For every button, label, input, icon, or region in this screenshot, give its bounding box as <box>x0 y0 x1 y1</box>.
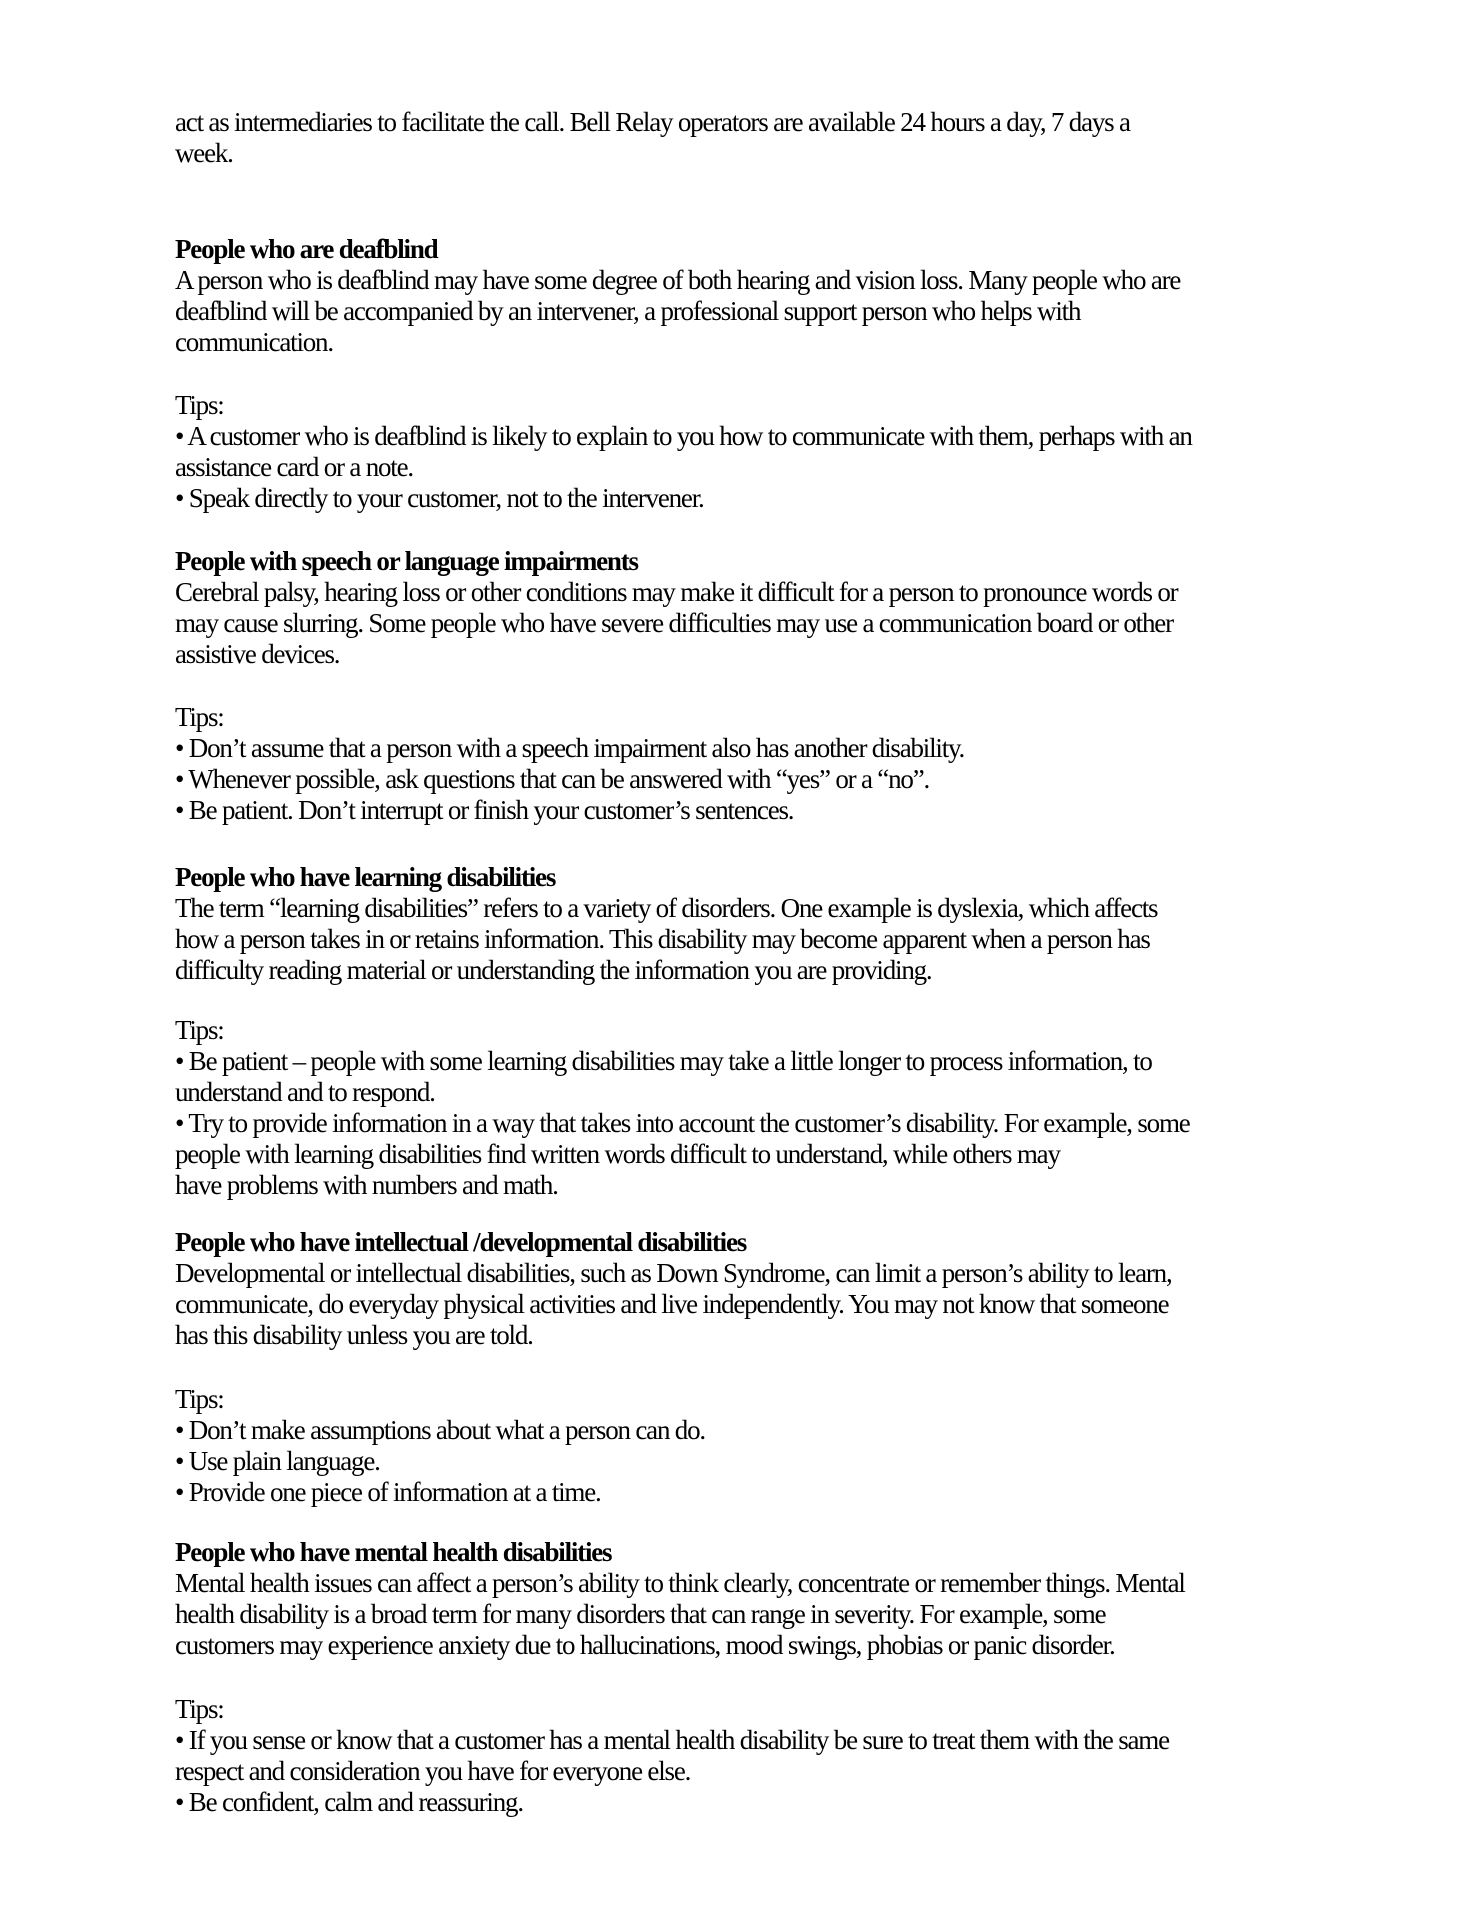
paragraph-line: may cause slurring. Some people who have severe difficulties may use a communication board or other <box>175 608 1173 638</box>
section-heading: People who have intellectual /developmental disabilities <box>175 1227 747 1257</box>
paragraph-line: deafblind will be accompanied by an intervener, a professional support person who helps with <box>175 296 1081 326</box>
tip-line: • Try to provide information in a way that takes into account the customer’s disability. For example, some <box>175 1108 1190 1138</box>
paragraph-line: week. <box>175 138 233 168</box>
paragraph-line: A person who is deafblind may have some degree of both hearing and vision loss. Many people who are <box>175 265 1181 295</box>
section-heading: People who are deafblind <box>175 234 438 264</box>
tip-line: • Be patient – people with some learning disabilities may take a little longer to process information, to <box>175 1046 1152 1076</box>
paragraph-line: difficulty reading material or understanding the information you are providing. <box>175 955 932 985</box>
tip-line: • Speak directly to your customer, not to the intervener. <box>175 483 704 513</box>
tips-label: Tips: <box>175 1694 224 1724</box>
tip-line: • Provide one piece of information at a time. <box>175 1477 601 1507</box>
tips-speech-language <box>175 702 1424 826</box>
paragraph-line: communication. <box>175 327 333 357</box>
section-learning <box>175 862 1424 986</box>
section-intellectual-developmental <box>175 1227 1424 1351</box>
paragraph-line: Cerebral palsy, hearing loss or other conditions may make it difficult for a person to pronounce words or <box>175 577 1178 607</box>
paragraph-line: Mental health issues can affect a person’s ability to think clearly, concentrate or remember things. Mental <box>175 1568 1185 1598</box>
tip-line: • Don’t make assumptions about what a person can do. <box>175 1415 705 1445</box>
tip-line: have problems with numbers and math. <box>175 1170 558 1200</box>
tip-line: • If you sense or know that a customer has a mental health disability be sure to treat them with the same <box>175 1725 1169 1755</box>
tip-line: • Use plain language. <box>175 1446 380 1476</box>
section-heading: People who have mental health disabilities <box>175 1537 612 1567</box>
section-heading: People with speech or language impairments <box>175 546 638 576</box>
section-speech-language <box>175 546 1424 670</box>
paragraph-line: has this disability unless you are told. <box>175 1320 533 1350</box>
intro-paragraph <box>175 107 1424 169</box>
tip-line: • Whenever possible, ask questions that can be answered with “yes” or a “no”. <box>175 764 930 794</box>
paragraph-line: The term “learning disabilities” refers to a variety of disorders. One example is dyslexia, which affects <box>175 893 1158 923</box>
tip-line: • A customer who is deafblind is likely to explain to you how to communicate with them, perhaps with an <box>175 421 1192 451</box>
tip-line: assistance card or a note. <box>175 452 413 482</box>
tip-line: respect and consideration you have for everyone else. <box>175 1756 691 1786</box>
tip-line: people with learning disabilities find written words difficult to understand, while others may <box>175 1139 1060 1169</box>
tips-intellectual-developmental <box>175 1384 1424 1508</box>
tips-label: Tips: <box>175 1015 224 1045</box>
tips-label: Tips: <box>175 1384 224 1414</box>
paragraph-line: communicate, do everyday physical activities and live independently. You may not know that someone <box>175 1289 1169 1319</box>
paragraph-line: how a person takes in or retains information. This disability may become apparent when a person has <box>175 924 1150 954</box>
tips-label: Tips: <box>175 702 224 732</box>
paragraph-line: customers may experience anxiety due to hallucinations, mood swings, phobias or panic disorder. <box>175 1630 1115 1660</box>
section-mental-health <box>175 1537 1424 1661</box>
tip-line: understand and to respond. <box>175 1077 435 1107</box>
paragraph-line: assistive devices. <box>175 639 340 669</box>
section-heading: People who have learning disabilities <box>175 862 556 892</box>
tips-label: Tips: <box>175 390 224 420</box>
tips-mental-health <box>175 1694 1424 1818</box>
tip-line: • Be confident, calm and reassuring. <box>175 1787 523 1817</box>
paragraph-line: health disability is a broad term for many disorders that can range in severity. For example, some <box>175 1599 1106 1629</box>
section-deafblind <box>175 234 1424 358</box>
paragraph-line: act as intermediaries to facilitate the call. Bell Relay operators are available 24 hours a day, 7 days a <box>175 107 1130 137</box>
tips-learning <box>175 1015 1424 1201</box>
tip-line: • Be patient. Don’t interrupt or finish your customer’s sentences. <box>175 795 794 825</box>
tip-line: • Don’t assume that a person with a speech impairment also has another disability. <box>175 733 965 763</box>
tips-deafblind <box>175 390 1424 514</box>
paragraph-line: Developmental or intellectual disabilities, such as Down Syndrome, can limit a person’s ability to learn, <box>175 1258 1172 1288</box>
